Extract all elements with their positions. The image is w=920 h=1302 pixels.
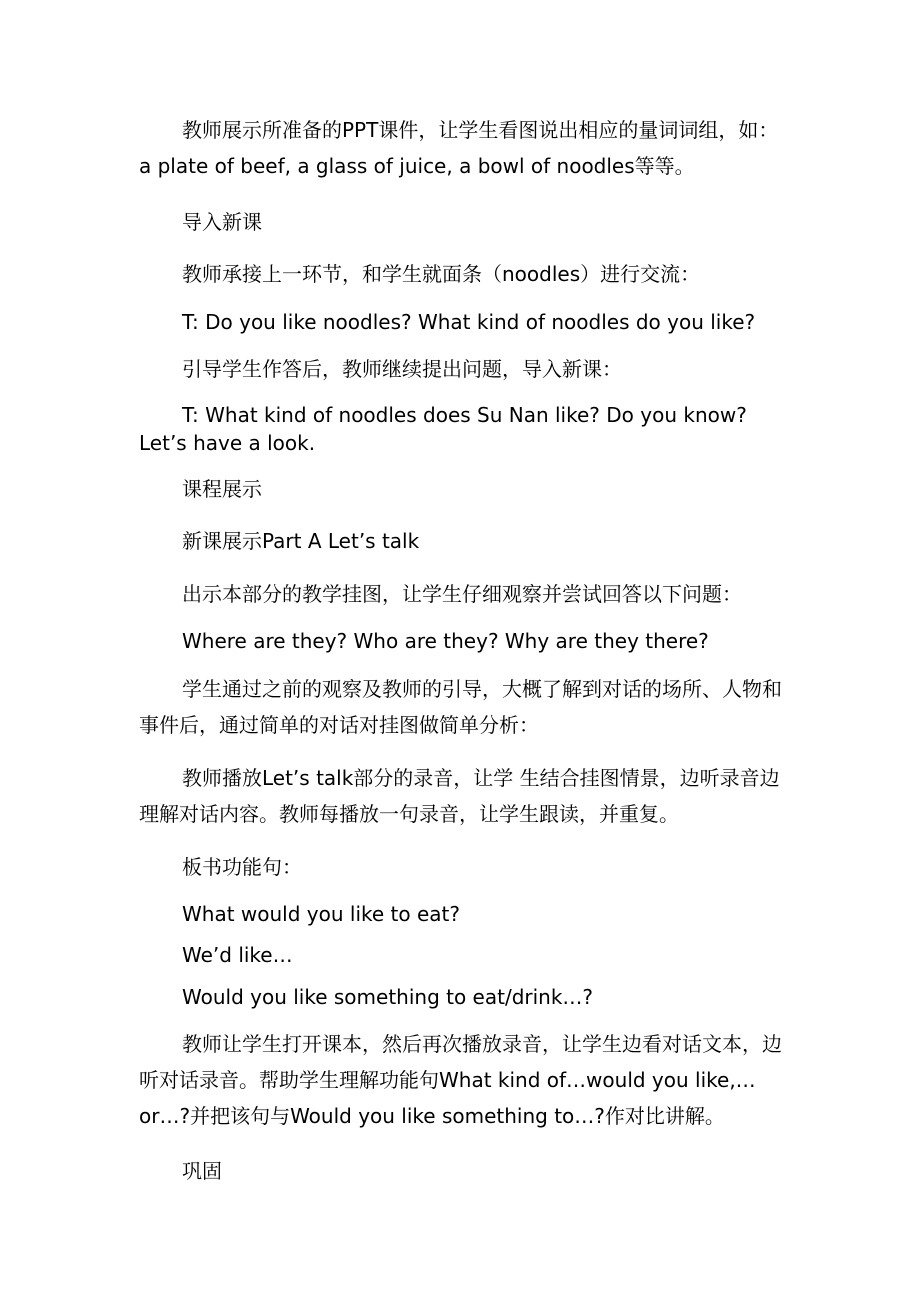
sentence-what-would-you-like: What would you like to eat?: [182, 902, 460, 926]
sentence-would-you-like-something: Would you like something to eat/drink…?: [182, 985, 594, 1009]
paragraph-teacher-question-1: T: Do you like noodles? What kind of noodles do you like?: [182, 310, 756, 334]
heading-blackboard-sentences: 板书功能句：: [182, 855, 302, 879]
paragraph-guide-students: 引导学生作答后，教师继续提出问题，导入新课：: [182, 357, 622, 381]
paragraph-intro-ppt: 教师展示所准备的PPT课件，让学生看图说出相应的量词词组，如：a plate of beef, a glass of juice, a bowl of noodles等等。: [139, 118, 779, 178]
heading-part-a-lets-talk: 新课展示Part A Let’s talk: [182, 529, 420, 553]
paragraph-teacher-question-2: T: What kind of noodles does Su Nan like? Do you know? Let’s have a look.: [139, 403, 747, 455]
heading-new-lesson-intro: 导入新课: [182, 210, 262, 234]
paragraph-open-textbook: 教师让学生打开课本，然后再次播放录音，让学生边看对话文本，边听对话录音。帮助学生理解功能句What kind of…would you like,…or…?并把该句与Would you like something to…?作对比讲解。: [139, 1032, 782, 1128]
paragraph-play-recording: 教师播放Let’s talk部分的录音，让学 生结合挂图情景，边听录音边理解对话内容。教师每播放一句录音，让学生跟读，并重复。: [139, 766, 780, 826]
paragraph-analysis: 学生通过之前的观察及教师的引导，大概了解到对话的场所、人物和事件后，通过简单的对话对挂图做简单分析：: [139, 677, 782, 737]
paragraph-noodles-talk: 教师承接上一环节，和学生就面条（noodles）进行交流：: [182, 262, 701, 286]
heading-course-display: 课程展示: [182, 477, 262, 501]
heading-consolidation: 巩固: [182, 1159, 222, 1183]
paragraph-show-wallchart: 出示本部分的教学挂图，让学生仔细观察并尝试回答以下问题：: [182, 582, 742, 606]
sentence-wed-like: We’d like…: [182, 943, 293, 967]
paragraph-questions: Where are they? Who are they? Why are they there?: [182, 629, 709, 653]
